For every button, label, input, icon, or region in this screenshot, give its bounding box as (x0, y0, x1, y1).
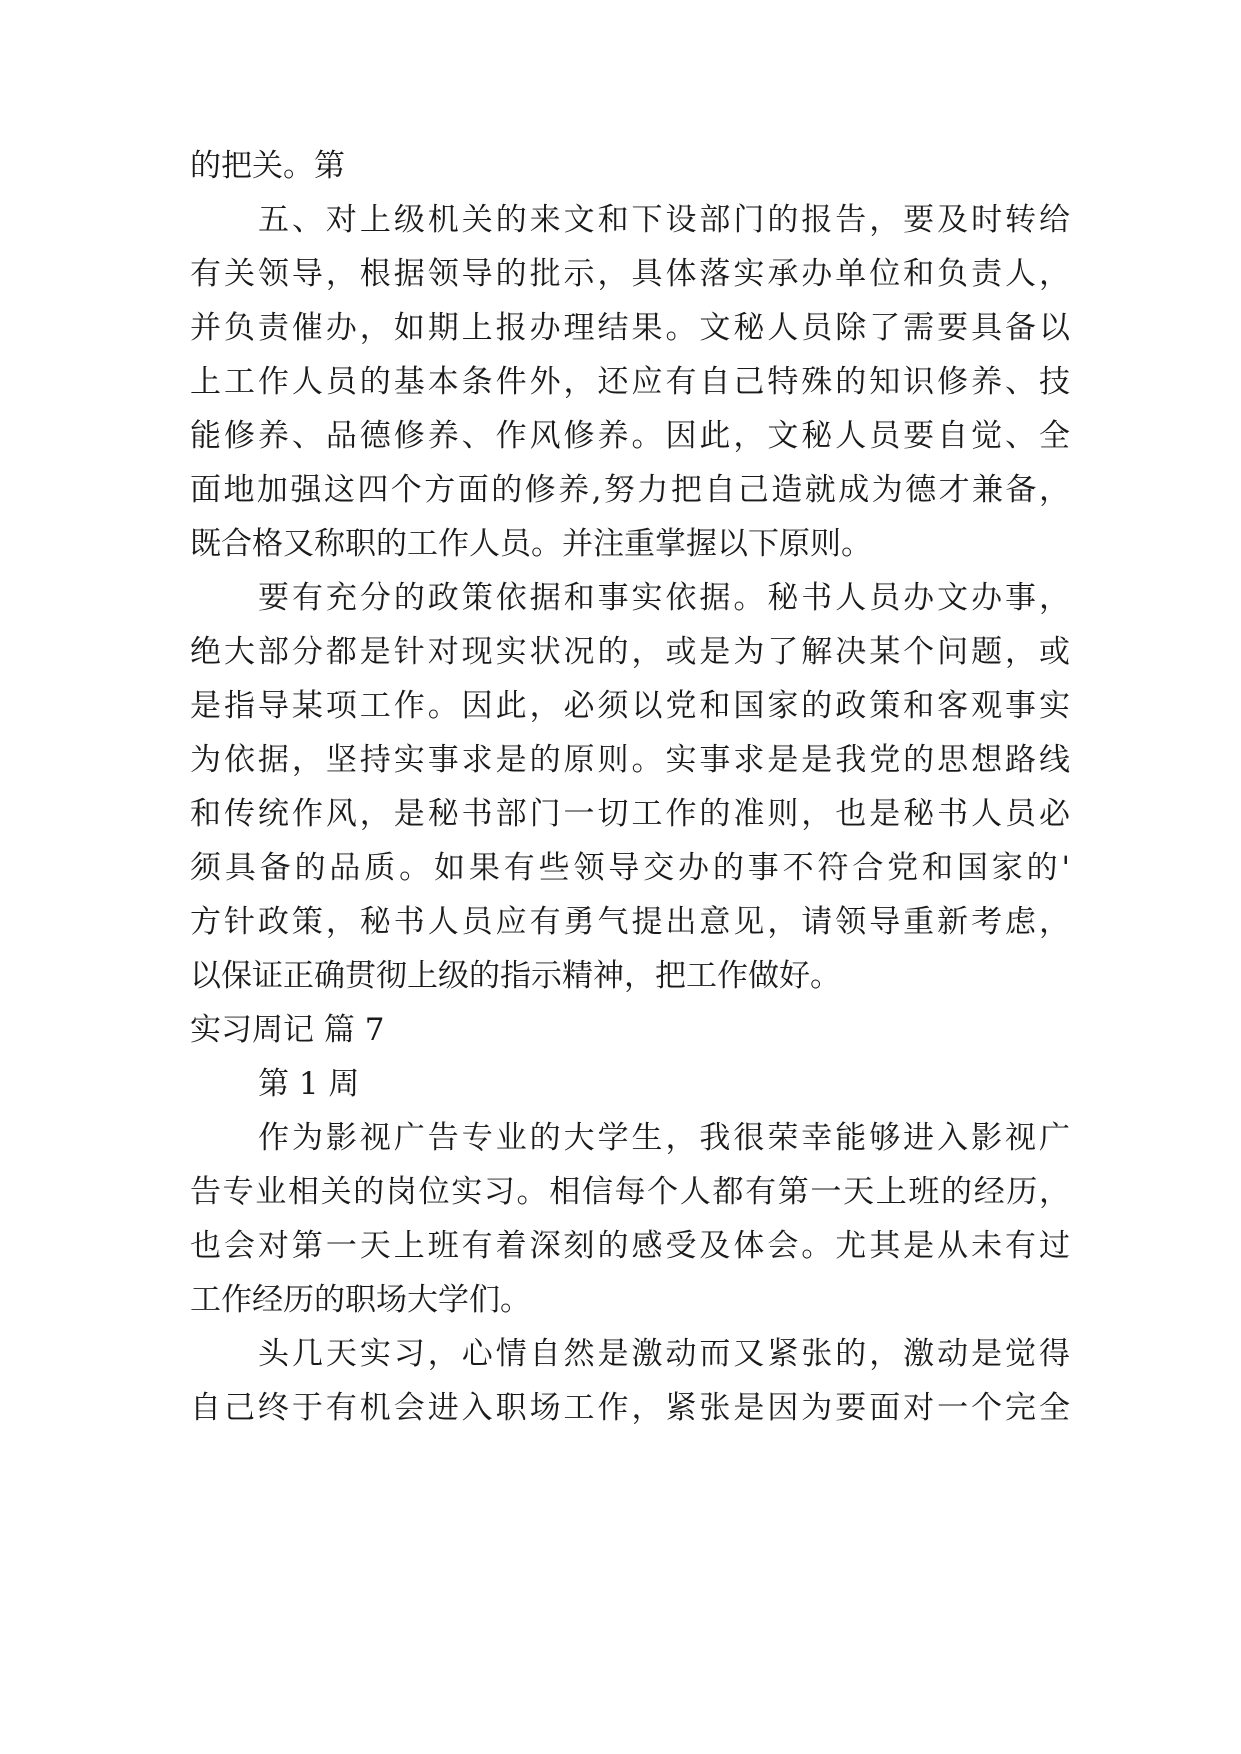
paragraph-line: 既合格又称职的工作人员。并注重掌握以下原则。 (190, 526, 872, 562)
paragraph-line: 工作经历的职场大学们。 (190, 1282, 531, 1318)
paragraph-line: 以保证正确贯彻上级的指示精神，把工作做好。 (190, 958, 841, 994)
paragraph-line: 有关领导，根据领导的批示，具体落实承办单位和负责人， (190, 256, 1070, 292)
paragraph-line: 须具备的品质。如果有些领导交办的事不符合党和国家的' (190, 850, 1070, 886)
paragraph-line: 能修养、品德修养、作风修养。因此，文秘人员要自觉、全 (190, 418, 1070, 454)
paragraph-line: 和传统作风，是秘书部门一切工作的准则，也是秘书人员必 (190, 796, 1070, 832)
paragraph-line: 五、对上级机关的来文和下设部门的报告，要及时转给 (258, 202, 1070, 238)
paragraph-line: 头几天实习，心情自然是激动而又紧张的，激动是觉得 (258, 1336, 1070, 1372)
paragraph-line: 为依据，坚持实事求是的原则。实事求是是我党的思想路线 (190, 742, 1070, 778)
week-heading: 第 1 周 (258, 1066, 360, 1102)
paragraph-line: 作为影视广告专业的大学生，我很荣幸能够进入影视广 (258, 1120, 1070, 1156)
paragraph-line: 上工作人员的基本条件外，还应有自己特殊的知识修养、技 (190, 364, 1070, 400)
paragraph-line: 方针政策，秘书人员应有勇气提出意见，请领导重新考虑， (190, 904, 1070, 940)
paragraph-line: 是指导某项工作。因此，必须以党和国家的政策和客观事实 (190, 688, 1070, 724)
paragraph-line: 绝大部分都是针对现实状况的，或是为了解决某个问题，或 (190, 634, 1070, 670)
section-heading: 实习周记 篇 7 (190, 1012, 385, 1048)
paragraph-line: 也会对第一天上班有着深刻的感受及体会。尤其是从未有过 (190, 1228, 1070, 1264)
paragraph-line: 的把关。第 (190, 148, 345, 184)
paragraph-line: 面地加强这四个方面的修养,努力把自己造就成为德才兼备， (190, 472, 1070, 508)
paragraph-line: 告专业相关的岗位实习。相信每个人都有第一天上班的经历， (190, 1174, 1070, 1210)
paragraph-line: 要有充分的政策依据和事实依据。秘书人员办文办事， (258, 580, 1070, 616)
paragraph-line: 并负责催办，如期上报办理结果。文秘人员除了需要具备以 (190, 310, 1070, 346)
paragraph-line: 自己终于有机会进入职场工作，紧张是因为要面对一个完全 (190, 1390, 1070, 1426)
